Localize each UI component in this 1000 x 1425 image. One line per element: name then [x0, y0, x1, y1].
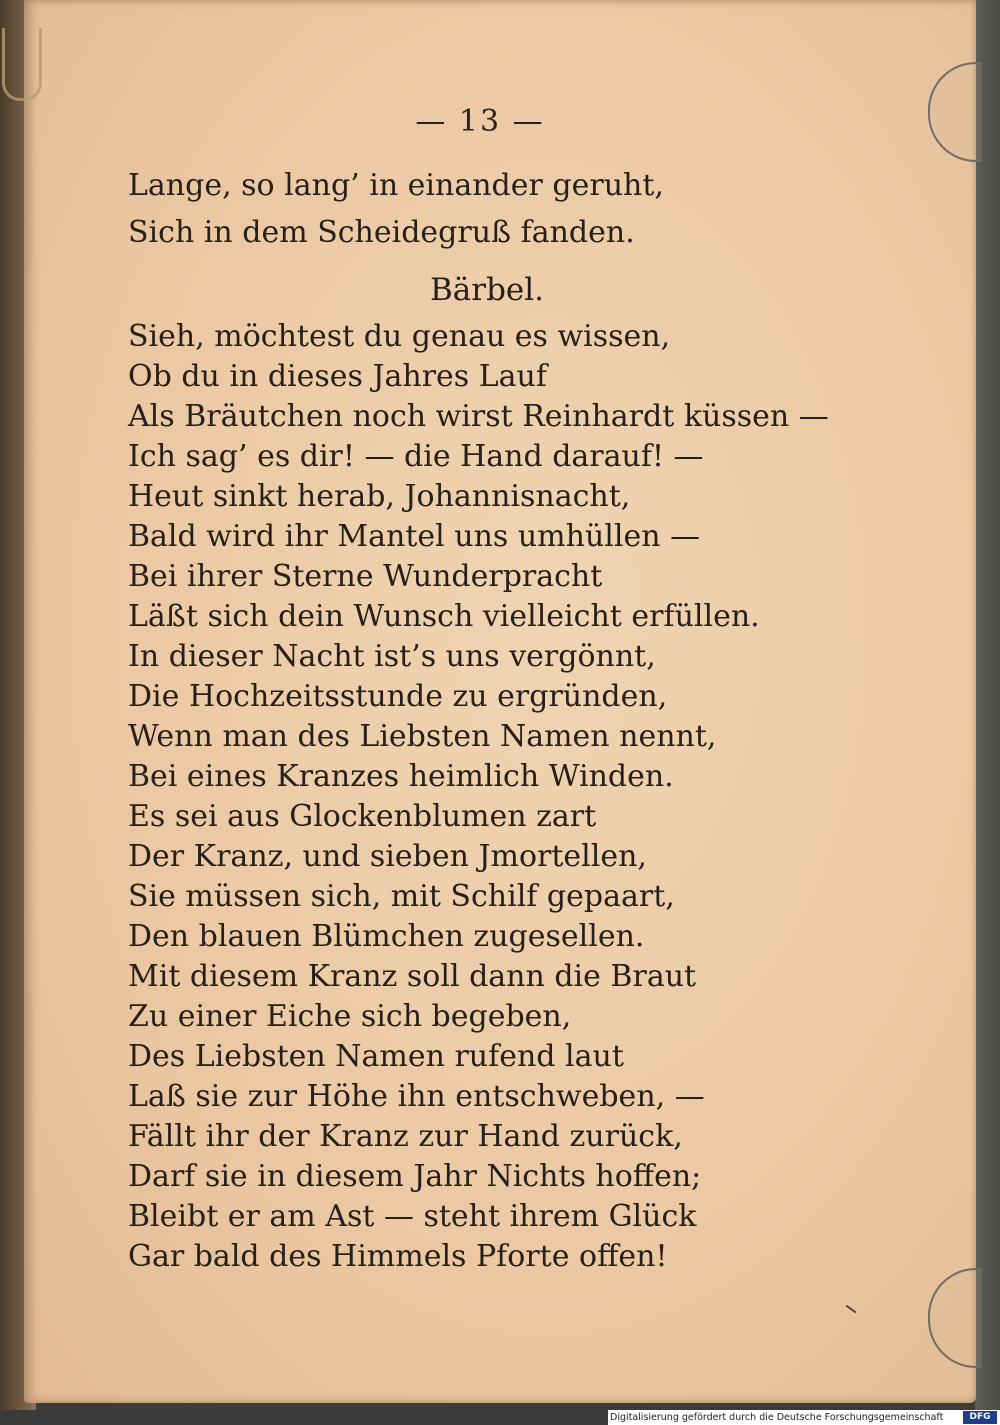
poem-line: Darf sie in diesem Jahr Nichts hoffen;	[128, 1159, 702, 1194]
poem-line: Der Kranz, und sieben Jmortellen,	[128, 839, 647, 874]
poem-line: Fällt ihr der Kranz zur Hand zurück,	[128, 1119, 683, 1154]
poem-line: Bleibt er am Ast — steht ihrem Glück	[128, 1199, 697, 1234]
poem-line: Mit diesem Kranz soll dann die Braut	[128, 959, 697, 994]
poem-line: Sie müssen sich, mit Schilf gepaart,	[128, 879, 675, 914]
poem-line: Bald wird ihr Mantel uns umhüllen —	[128, 519, 701, 554]
funding-credit: Digitalisierung gefördert durch die Deutsche Forschungsgemeinschaft	[610, 1412, 944, 1423]
poem-line: Als Bräutchen noch wirst Reinhardt küssen —	[128, 399, 829, 434]
poem-line: Des Liebsten Namen rufend laut	[128, 1039, 624, 1074]
page-number: — 13 —	[415, 104, 545, 139]
binding-thread	[2, 28, 42, 101]
poem-line: Wenn man des Liebsten Namen nennt,	[128, 719, 717, 754]
poem-line: Den blauen Blümchen zugesellen.	[128, 919, 645, 954]
poem-line: Ich sag’ es dir! — die Hand darauf! —	[128, 439, 704, 474]
poem-line: Laß sie zur Höhe ihn entschweben, —	[128, 1079, 705, 1114]
poem-line: Zu einer Eiche sich begeben,	[128, 999, 572, 1034]
poem-line: In dieser Nacht ist’s uns vergönnt,	[128, 639, 656, 674]
opening-line: Sich in dem Scheidegruß fanden.	[128, 215, 635, 250]
poem-line: Bei ihrer Sterne Wunderpracht	[128, 559, 603, 594]
poem-line: Ob du in dieses Jahres Lauf	[128, 359, 547, 394]
opening-line: Lange, so lang’ in einander geruht,	[128, 168, 664, 203]
poem-line: Gar bald des Himmels Pforte offen!	[128, 1239, 668, 1274]
dfg-logo: DFG	[963, 1411, 997, 1424]
poem-line: Läßt sich dein Wunsch vielleicht erfüllen.	[128, 599, 760, 634]
poem-line: Es sei aus Glockenblumen zart	[128, 799, 597, 834]
poem-title: Bärbel.	[430, 272, 545, 308]
poem-line: Bei eines Kranzes heimlich Winden.	[128, 759, 674, 794]
poem-line: Heut sinkt herab, Johannisnacht,	[128, 479, 631, 514]
book-cover-edge-right	[975, 0, 1000, 1410]
poem-line: Die Hochzeitsstunde zu ergründen,	[128, 679, 668, 714]
poem-line: Sieh, möchtest du genau es wissen,	[128, 319, 671, 354]
